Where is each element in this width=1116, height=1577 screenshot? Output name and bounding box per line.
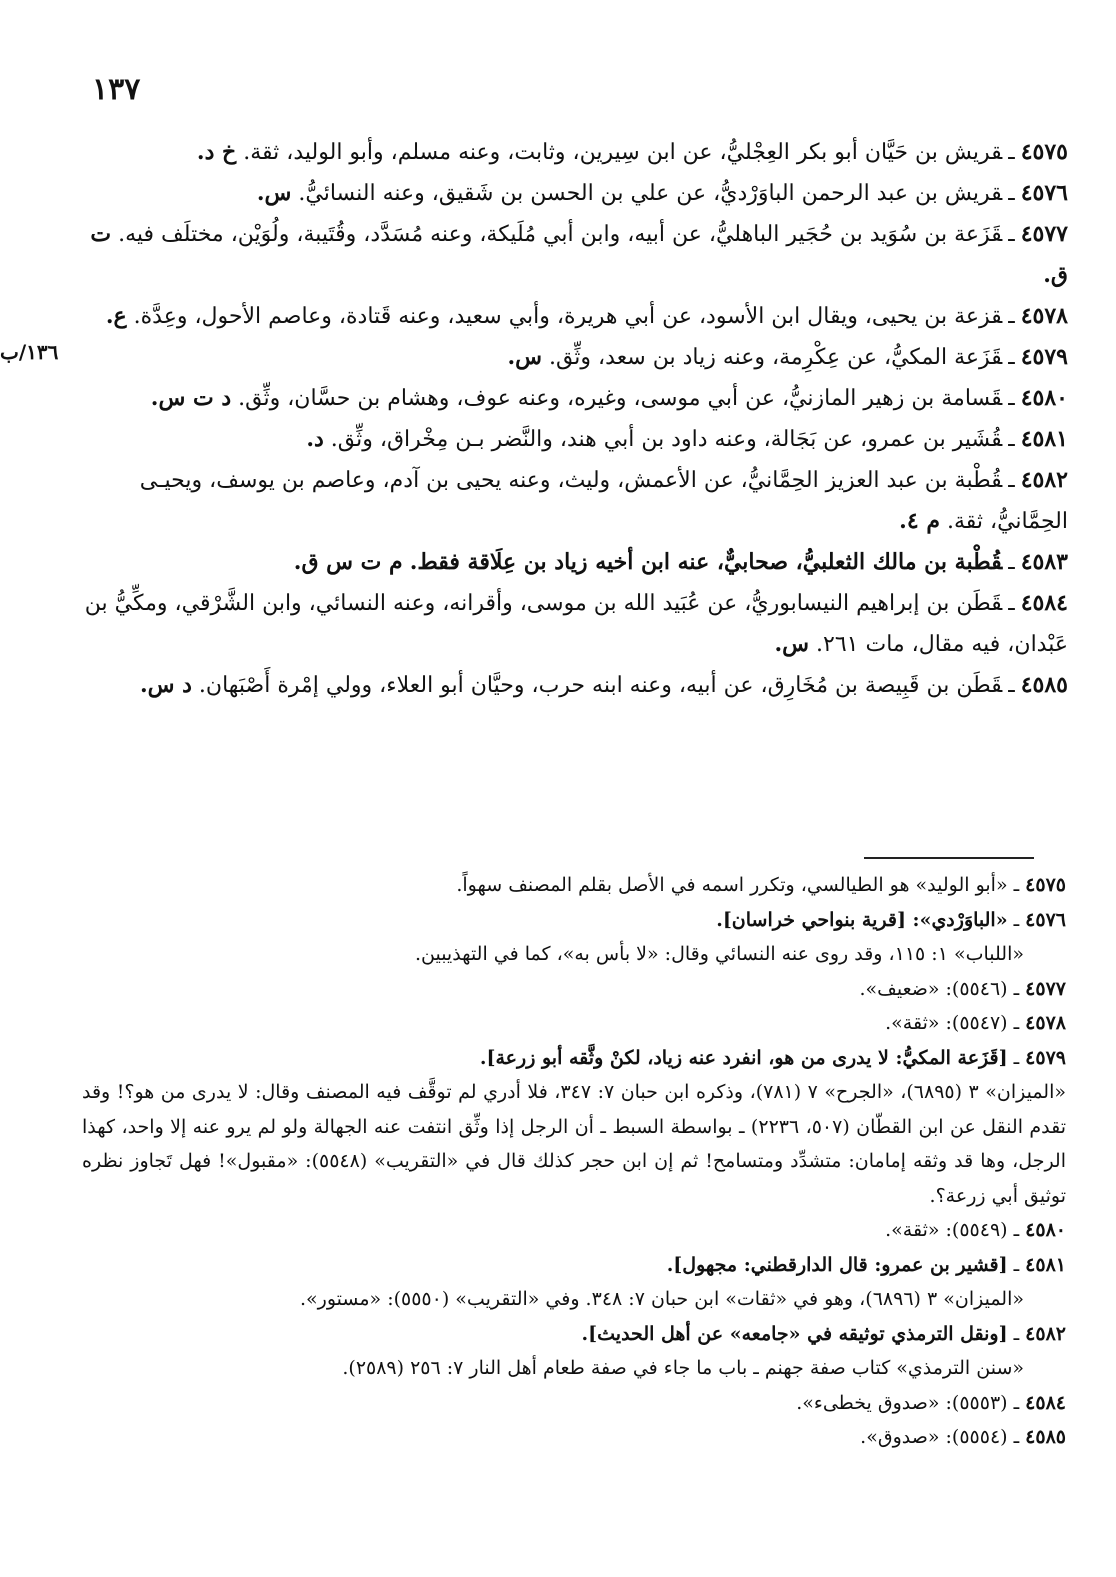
footnote: ٤٥٧٥ـ«أبو الوليد» هو الطيالسي، وتكرر اسمه في الأصل بقلم المصنف سهواً. [456, 874, 1066, 896]
footnote-number: ٤٥٧٩ [1025, 1046, 1066, 1069]
footnote-text: (٥٥٥٤): «صدوق». [860, 1426, 1008, 1448]
entry-text: قزعة بن يحيى، ويقال ابن الأسود، عن أبي هريرة، وأبي سعيد، وعنه قَتادة، وعاصم الأحول، وعِدَّة. [133, 304, 1003, 329]
footnote-divider [864, 857, 1034, 859]
footnote-detail [82, 1075, 1066, 1213]
entry-codes: د س. [139, 672, 192, 698]
footnote: ٤٥٧٧ـ(٥٥٤٦): «ضعيف». [859, 977, 1066, 1000]
footnote-text: «اللباب» ١: ١١٥، وقد روى عنه النسائي وقال: «لا بأس به»، كما في التهذيبين. [414, 943, 1024, 965]
entry-number: ٤٥٨٢ [1020, 467, 1068, 493]
entry-number: ٤٥٧٧ [1020, 221, 1068, 247]
entry-codes: س. [774, 631, 810, 657]
footnote-detail [82, 1282, 1066, 1317]
footnote-detail [82, 1351, 1066, 1386]
footnote-number: ٤٥٧٥ [1025, 874, 1066, 896]
entry-number: ٤٥٨٤ [1020, 590, 1068, 616]
footnote-number: ٤٥٧٧ [1025, 977, 1066, 1000]
entry-number: ٤٥٧٥ [1020, 139, 1068, 165]
footnote-number: ٤٥٧٦ [1025, 908, 1066, 931]
entry: ٤٥٧٩ـقَزَعة المكيُّ، عن عِكْرِمة، وعنه زياد بن سعد، وثِّق. س. [507, 344, 1068, 370]
entry-text: قُطْبة بن عبد العزيز الحِمَّانيُّ، عن الأعمش، وليث، وعنه يحيى بن آدم، وعاصم بن يوسف، ويحيـى الحِمَّانيُّ، ثقة. [139, 468, 1068, 534]
entry: ٤٥٨٤ـقَطَن بن إبراهيم النيسابوريُّ، عن عُبَيد الله بن موسى، وأقرانه، وعنه النسائي، وابن الشَّرْقي، ومكِّيُّ بن عَبْدان، فيه مقال، مات ٢٦١. س. [84, 590, 1068, 657]
entry-number: ٤٥٧٩ [1020, 344, 1068, 370]
page-number: ١٣٧ [92, 72, 141, 107]
entry-text: قَطَن بن قَبِيصة بن مُخَارِق، عن أبيه، وعنه ابنه حرب، وحيَّان أبو العلاء، وولي إمْرة أَصْبَهان. [198, 673, 1003, 698]
entry-codes: د ت س. [150, 385, 232, 411]
entry-number: ٤٥٧٦ [1020, 180, 1068, 206]
footnote: ٤٥٧٦ـ«الباوَرْدي»: [قرية بنواحي خراسان]. [716, 908, 1066, 931]
footnote: ٤٥٨٢ـ[ونقل الترمذي توثيقه في «جامعه» عن أهل الحديث]. [581, 1322, 1066, 1345]
footnote: ٤٥٧٨ـ(٥٥٤٧): «ثقة». [885, 1012, 1066, 1034]
entry-text: قَزَعة المكيُّ، عن عِكْرِمة، وعنه زياد بن سعد، وثِّق. [548, 345, 1003, 370]
footnote: ٤٥٨٥ـ(٥٥٥٤): «صدوق». [860, 1426, 1066, 1448]
footnote-detail [82, 937, 1066, 972]
entry-codes: س. [256, 180, 292, 206]
entry-codes: د. [306, 426, 324, 452]
entry: ٤٥٨٣ـقُطْبة بن مالك الثعلبيُّ، صحابيٌّ، عنه ابن أخيه زياد بن عِلَاقة فقط. م ت س ق. [293, 549, 1068, 575]
footnote: ٤٥٨٠ـ(٥٥٤٩): «ثقة». [885, 1219, 1066, 1241]
entry: ٤٥٨٢ـقُطْبة بن عبد العزيز الحِمَّانيُّ، عن الأعمش، وليث، وعنه يحيى بن آدم، وعاصم بن يوسف، ويحيـى الحِمَّانيُّ، ثقة. م ٤. [139, 467, 1068, 534]
footnote: ٤٥٨٤ـ(٥٥٥٣): «صدوق يخطىء». [796, 1391, 1066, 1414]
entry-number: ٤٥٨٥ [1020, 672, 1068, 698]
entry-text: قَسامة بن زهير المازنيُّ، عن أبي موسى، وغيره، وعنه عوف، وهشام بن حسَّان، وثِّق. [238, 386, 1003, 411]
entry: ٤٥٧٥ـقريش بن حَيَّان أبو بكر العِجْليُّ، عن ابن سِيرين، وثابت، وعنه مسلم، وأبو الوليد، ثقة. خ د. [196, 139, 1068, 165]
entry-text: قُشَير بن عمرو، عن بَجَالة، وعنه داود بن أبي هند، والنَّضر بـن مِخْراق، وثِّق. [330, 427, 1003, 452]
entry-codes: س. [507, 344, 542, 370]
entry: ٤٥٧٦ـقريش بن عبد الرحمن الباوَرْديُّ، عن علي بن الحسن بن شَقيق، وعنه النسائيُّ. س. [256, 180, 1068, 206]
entry: ٤٥٧٨ـقزعة بن يحيى، ويقال ابن الأسود، عن أبي هريرة، وأبي سعيد، وعنه قَتادة، وعاصم الأحول، وعِدَّة. ع. [105, 303, 1068, 329]
footnote-number: ٤٥٨٤ [1025, 1391, 1066, 1414]
entry: ٤٥٨٥ـقَطَن بن قَبِيصة بن مُخَارِق، عن أبيه، وعنه ابنه حرب، وحيَّان أبو العلاء، وولي إمْرة أَصْبَهان. د س. [139, 672, 1068, 698]
entry: ٤٥٨٠ـقَسامة بن زهير المازنيُّ، عن أبي موسى، وغيره، وعنه عوف، وهشام بن حسَّان، وثِّق. د ت س. [150, 385, 1068, 411]
footnote: ٤٥٨١ـ[قشير بن عمرو: قال الدارقطني: مجهول]. [666, 1253, 1066, 1276]
footnote-text: (٥٥٤٩): «ثقة». [885, 1219, 1008, 1241]
footnote-number: ٤٥٨٥ [1025, 1426, 1066, 1448]
entry-text: قُطْبة بن مالك الثعلبيُّ، صحابيٌّ، عنه ابن أخيه زياد بن عِلَاقة فقط. [409, 549, 1003, 575]
entry-text: قريش بن عبد الرحمن الباوَرْديُّ، عن علي بن الحسن بن شَقيق، وعنه النسائيُّ. [298, 181, 1003, 206]
footnote-text: (٥٥٥٣): «صدوق يخطىء». [796, 1391, 1008, 1414]
entry: ٤٥٨١ـقُشَير بن عمرو، عن بَجَالة، وعنه داود بن أبي هند، والنَّضر بـن مِخْراق، وثِّق. د. [306, 426, 1068, 452]
footnote-text: [ونقل الترمذي توثيقه في «جامعه» عن أهل الحديث]. [581, 1322, 1008, 1345]
footnote-text: «سنن الترمذي» كتاب صفة جهنم ـ باب ما جاء في صفة طعام أهل النار ٧: ٢٥٦ (٢٥٨٩). [342, 1357, 1024, 1379]
entry-text: قَطَن بن إبراهيم النيسابوريُّ، عن عُبَيد الله بن موسى، وأقرانه، وعنه النسائي، وابن الشَّرْقي، ومكِّيُّ بن عَبْدان، فيه مقال، مات ٢٦١. [84, 591, 1068, 657]
entry-number: ٤٥٨١ [1020, 426, 1068, 452]
footnote-text: [قَزَعة المكيُّ: لا يدرى من هو، انفرد عنه زياد، لكنْ وثَّقه أبو زرعة]. [479, 1046, 1008, 1069]
entry-number: ٤٥٧٨ [1020, 303, 1068, 329]
footnote: ٤٥٧٩ـ[قَزَعة المكيُّ: لا يدرى من هو، انفرد عنه زياد، لكنْ وثَّقه أبو زرعة]. [479, 1046, 1066, 1069]
main-text [82, 132, 1068, 706]
entry-text: قَزَعة بن سُوَيد بن حُجَير الباهليُّ، عن أبيه، وابن أبي مُلَيكة، وعنه مُسَدَّد، وقُتَيبة، ولُوَيْن، مختلَف فيه. [118, 222, 1003, 247]
entry-codes: ت ق. [90, 221, 1068, 288]
footnote-text: «الميزان» ٣ (٦٨٩٥)، «الجرح» ٧ (٧٨١)، وذكره ابن حبان ٧: ٣٤٧، فلا أدري لم توقَّف فيه المصنف وقال: لا يدرى من هو؟! وقد تقدم النقل عن ابن القطّان (٥٠٧، ٢٢٣٦) ـ بواسطة السبط ـ أن الرجل إذا وثِّق انتفت عنه الجهالة ولو لم يرو عنه إلا واحد، كهذا الرجل، وها قد وثقه إمامان: متشدِّد ومتسامح! ثم إن ابن حجر كذلك قال في «التقريب» (٥٥٤٨): «مقبول»! فهل تَجاوز نظره توثيق أبي زرعة؟. [82, 1081, 1067, 1207]
entry: ٤٥٧٧ـقَزَعة بن سُوَيد بن حُجَير الباهليُّ، عن أبيه، وابن أبي مُلَيكة، وعنه مُسَدَّد، وقُتَيبة، ولُوَيْن، مختلَف فيه. ت ق. [90, 221, 1068, 288]
footnote-text: (٥٥٤٦): «ضعيف». [859, 977, 1008, 1000]
footnote-number: ٤٥٧٨ [1025, 1012, 1066, 1034]
footnote-text: [قشير بن عمرو: قال الدارقطني: مجهول]. [666, 1253, 1008, 1276]
footnote-text: (٥٥٤٧): «ثقة». [885, 1012, 1008, 1034]
entry-codes: ع. [105, 303, 127, 329]
entry-number: ٤٥٨٣ [1020, 549, 1068, 575]
entry-codes: م ت س ق. [293, 549, 403, 575]
footnote-number: ٤٥٨٢ [1025, 1322, 1066, 1345]
footnote-number: ٤٥٨١ [1025, 1253, 1066, 1276]
footnote-text: «أبو الوليد» هو الطيالسي، وتكرر اسمه في الأصل بقلم المصنف سهواً. [456, 874, 1008, 896]
entry-codes: خ د. [196, 139, 237, 165]
footnote-text: «الميزان» ٣ (٦٨٩٦)، وهو في «ثقات» ابن حبان ٧: ٣٤٨. وفي «التقريب» (٥٥٥٠): «مستور». [300, 1288, 1024, 1310]
footnote-number: ٤٥٨٠ [1025, 1219, 1066, 1241]
margin-reference: ١٣٦/ب [0, 340, 59, 364]
entry-codes: م ٤. [899, 508, 940, 534]
footnotes [82, 868, 1066, 1455]
entry-number: ٤٥٨٠ [1020, 385, 1068, 411]
entry-text: قريش بن حَيَّان أبو بكر العِجْليُّ، عن ابن سِيرين، وثابت، وعنه مسلم، وأبو الوليد، ثقة. [243, 140, 1003, 165]
footnote-text: «الباوَرْدي»: [قرية بنواحي خراسان]. [716, 908, 1008, 931]
